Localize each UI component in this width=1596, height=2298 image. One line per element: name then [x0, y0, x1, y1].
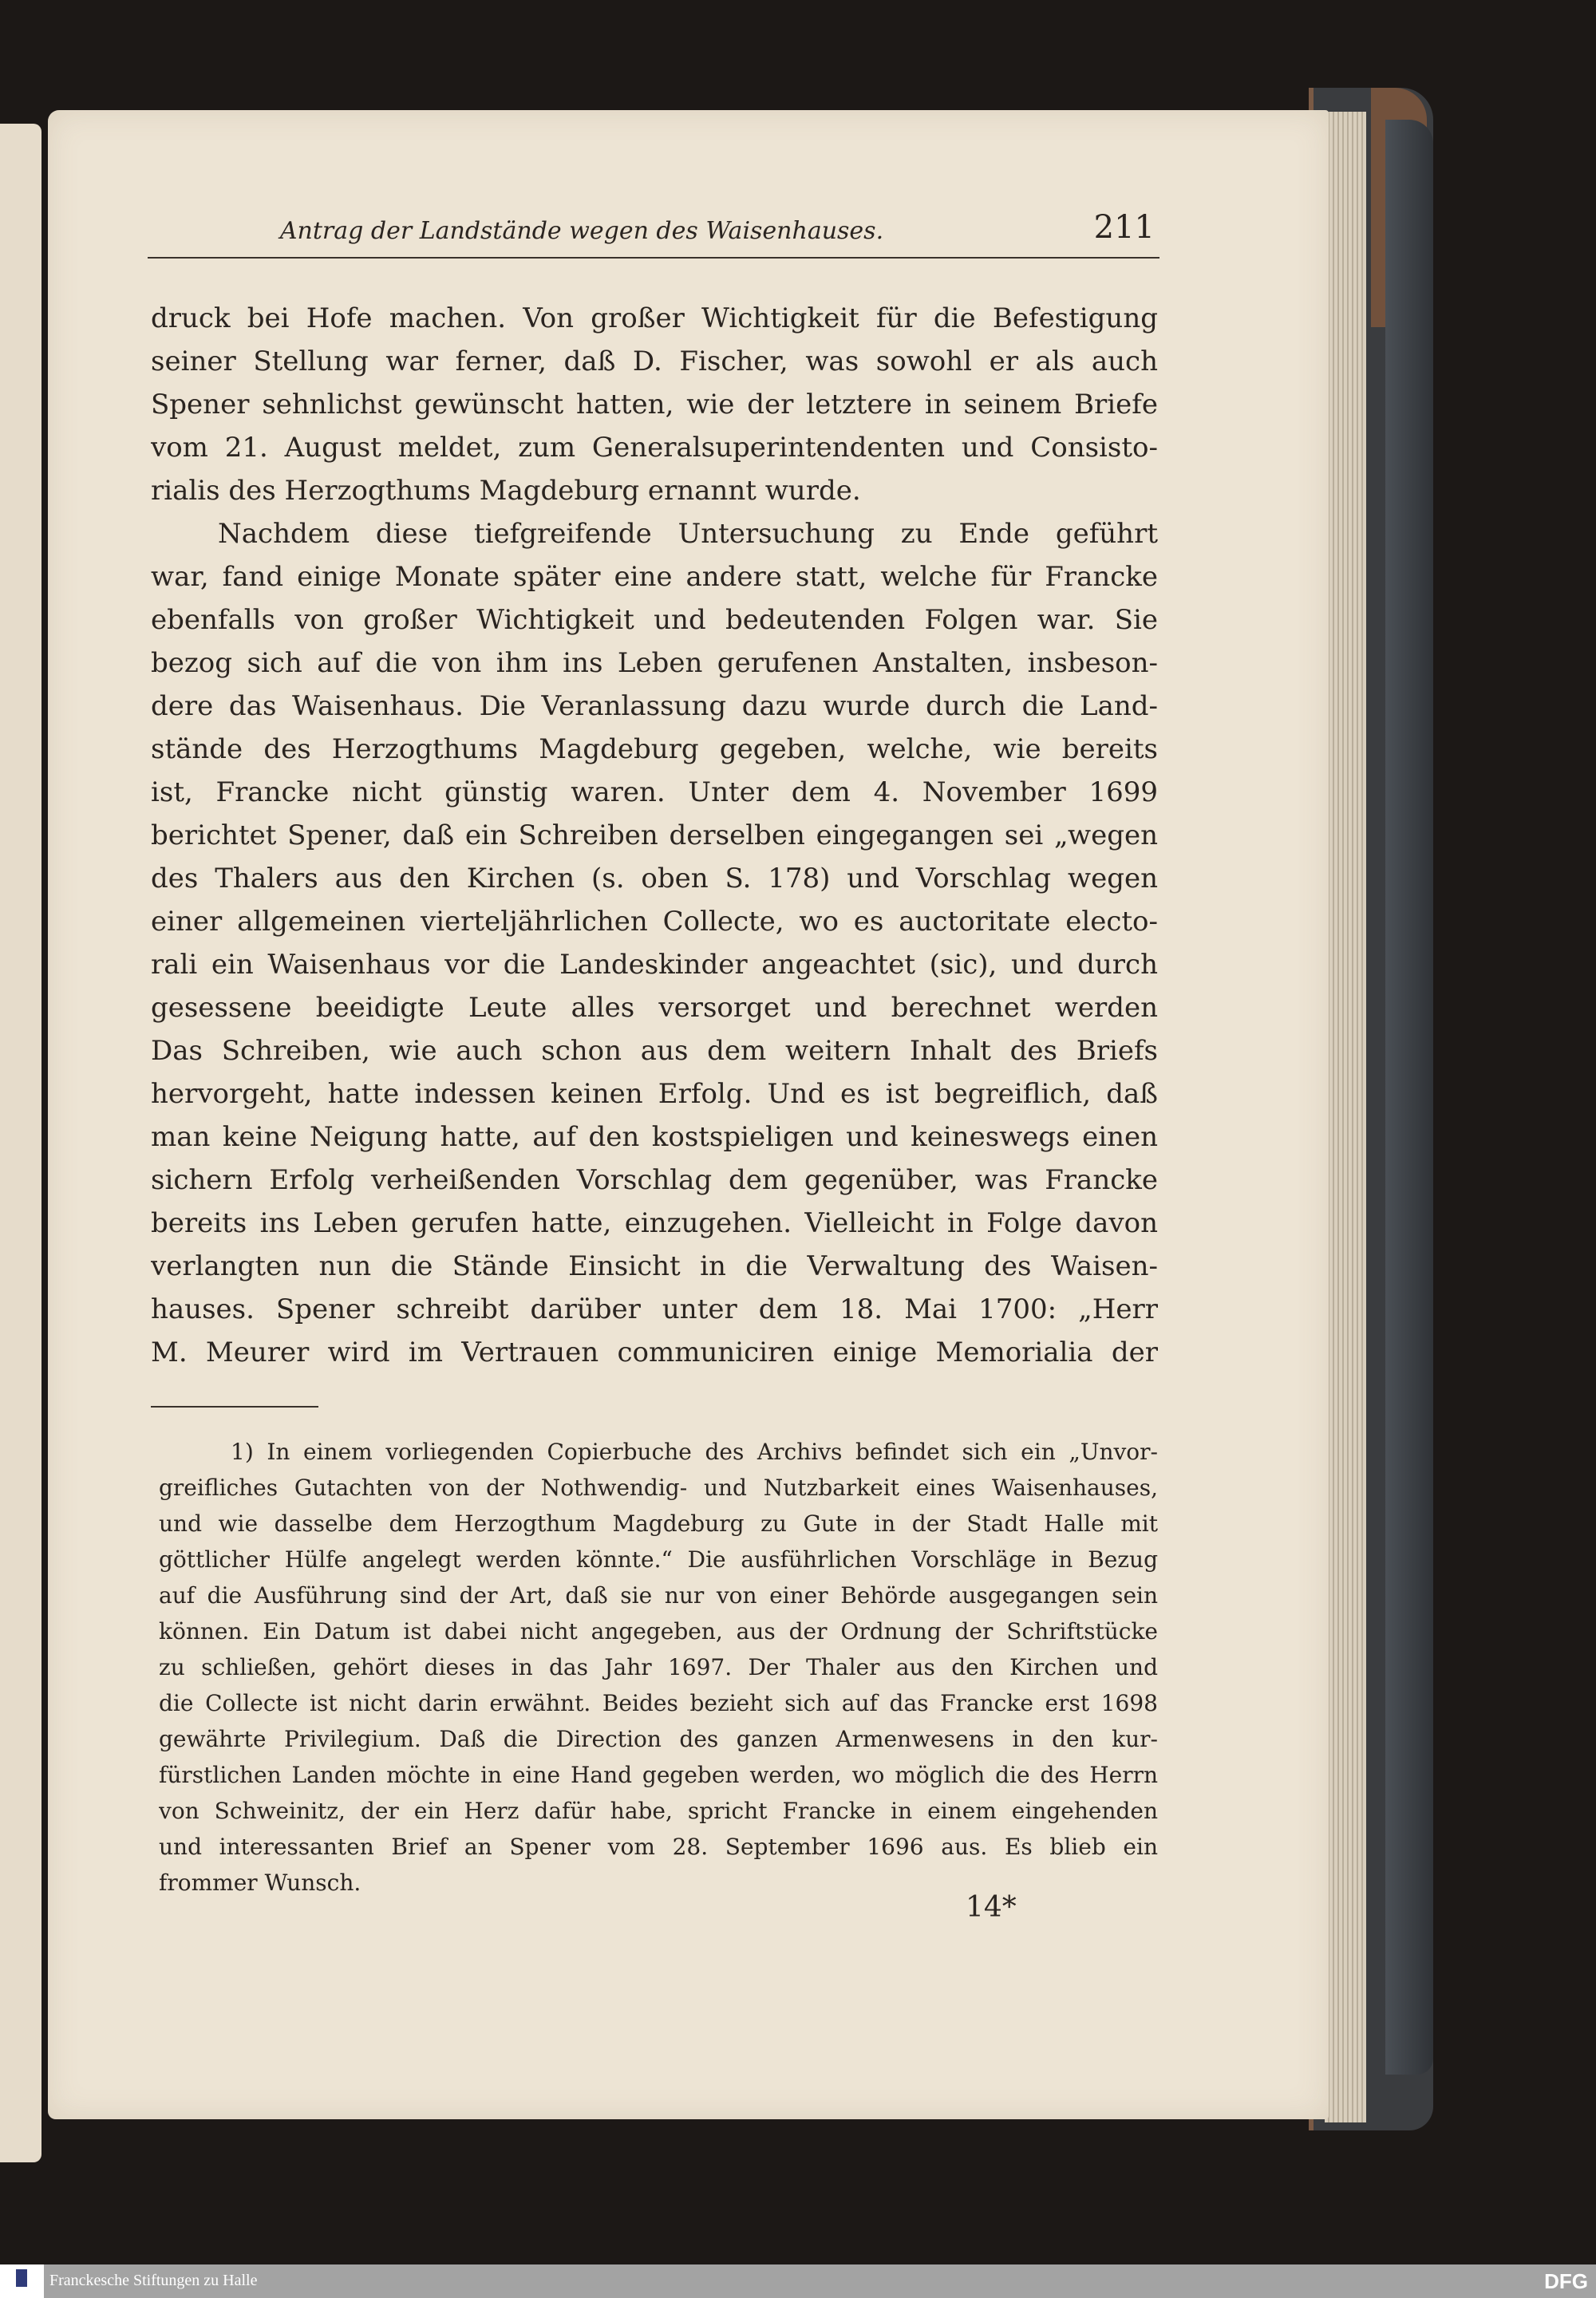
text-line: ist, Francke nicht günstig waren. Unter dem 4. November 1699 [151, 776, 1158, 808]
text-line: rialis des Herzogthums Magdeburg ernannt wurde. [151, 475, 861, 507]
footnote [159, 1434, 1158, 1901]
text-line: vom 21. August meldet, zum Generalsuperintendenten und Consisto- [151, 432, 1158, 464]
text-line: bereits ins Leben gerufen hatte, einzugehen. Vielleicht in Folge davon [151, 1207, 1158, 1239]
footnote-line: die Collecte ist nicht darin erwähnt. Beides bezieht sich auf das Francke erst 1698 [159, 1690, 1158, 1716]
text-line: hervorgeht, hatte indessen keinen Erfolg. Und es ist begreiflich, daß [151, 1078, 1158, 1110]
text-line: Spener sehnlichst gewünscht hatten, wie der letztere in seinem Briefe [151, 389, 1158, 421]
footnote-line: fürstlichen Landen möchte in eine Hand gegeben werden, wo möglich die des Herrn [159, 1762, 1158, 1788]
text-line: sichern Erfolg verheißenden Vorschlag dem gegenüber, was Francke [151, 1164, 1158, 1196]
footnote-line: greifliches Gutachten von der Nothwendig- und Nutzbarkeit eines Waisenhauses, [159, 1475, 1158, 1501]
facing-page-edge [0, 124, 41, 2162]
footnote-line: 1) In einem vorliegenden Copierbuche des Archivs befindet sich ein „Unvor- [231, 1439, 1158, 1465]
footnote-line: frommer Wunsch. [159, 1870, 361, 1896]
running-title: Antrag der Landstände wegen des Waisenhauses. [279, 217, 884, 245]
footnote-line: und interessanten Brief an Spener vom 28. September 1696 aus. Es blieb ein [159, 1834, 1158, 1860]
text-line: berichtet Spener, daß ein Schreiben derselben eingegangen sei „wegen [151, 819, 1158, 851]
text-line: bezog sich auf die von ihm ins Leben gerufenen Anstalten, insbeson- [151, 647, 1158, 679]
institution-name: Franckesche Stiftungen zu Halle [49, 2272, 258, 2289]
text-line: ebenfalls von großer Wichtigkeit und bedeutenden Folgen war. Sie [151, 604, 1158, 636]
footnote-line: von Schweinitz, der ein Herz dafür habe, spricht Francke in einem eingehenden [159, 1798, 1158, 1824]
institution-logo [0, 2264, 44, 2298]
footnote-line: auf die Ausführung sind der Art, daß sie nur von einer Behörde ausgegangen sein [159, 1582, 1158, 1609]
footnote-line: und wie dasselbe dem Herzogthum Magdeburg zu Gute in der Stadt Halle mit [159, 1510, 1158, 1537]
running-header [148, 209, 1159, 259]
page-stack [1325, 112, 1366, 2122]
page-number: 211 [1093, 209, 1155, 246]
footnote-line: zu schließen, gehört dieses in das Jahr 1697. Der Thaler aus den Kirchen und [159, 1654, 1158, 1680]
text-line: seiner Stellung war ferner, daß D. Fischer, was sowohl er als auch [151, 345, 1158, 377]
text-line: gesessene beeidigte Leute alles versorget und berechnet werden [151, 992, 1158, 1024]
signature-mark: 14* [966, 1891, 1017, 1924]
text-line: Das Schreiben, wie auch schon aus dem weitern Inhalt des Briefs [151, 1035, 1158, 1067]
footnote-line: gewährte Privilegium. Daß die Direction des ganzen Armenwesens in den kur- [159, 1726, 1158, 1752]
text-line: des Thalers aus den Kirchen (s. oben S. 178) und Vorschlag wegen [151, 863, 1158, 894]
text-line: dere das Waisenhaus. Die Veranlassung dazu wurde durch die Land- [151, 690, 1158, 722]
body-text [151, 297, 1158, 1374]
text-line: hauses. Spener schreibt darüber unter dem 18. Mai 1700: „Herr [151, 1293, 1158, 1325]
text-line: man keine Neigung hatte, auf den kostspieligen und keineswegs einen [151, 1121, 1158, 1153]
text-line: einer allgemeinen vierteljährlichen Collecte, wo es auctoritate electo- [151, 906, 1158, 938]
text-line: druck bei Hofe machen. Von großer Wichtigkeit für die Befestigung [151, 302, 1158, 334]
text-line: M. Meurer wird im Vertrauen communiciren einige Memorialia der [151, 1337, 1158, 1368]
viewer-footer-bar [0, 2264, 1596, 2298]
text-line: stände des Herzogthums Magdeburg gegeben, welche, wie bereits [151, 733, 1158, 765]
footnote-line: göttlicher Hülfe angelegt werden könnte.“ Die ausführlichen Vorschläge in Bezug [159, 1546, 1158, 1573]
text-line: verlangten nun die Stände Einsicht in die Verwaltung des Waisen- [151, 1250, 1158, 1282]
footnote-line: können. Ein Datum ist dabei nicht angegeben, aus der Ordnung der Schriftstücke [159, 1618, 1158, 1645]
text-line: rali ein Waisenhaus vor die Landeskinder angeachtet (sic), und durch [151, 949, 1158, 981]
dfg-logo: DFG [1544, 2269, 1588, 2293]
text-line: war, fand einige Monate später eine andere statt, welche für Francke [151, 561, 1158, 593]
footnote-rule [151, 1406, 318, 1408]
text-line: Nachdem diese tiefgreifende Untersuchung zu Ende geführt [218, 518, 1158, 550]
